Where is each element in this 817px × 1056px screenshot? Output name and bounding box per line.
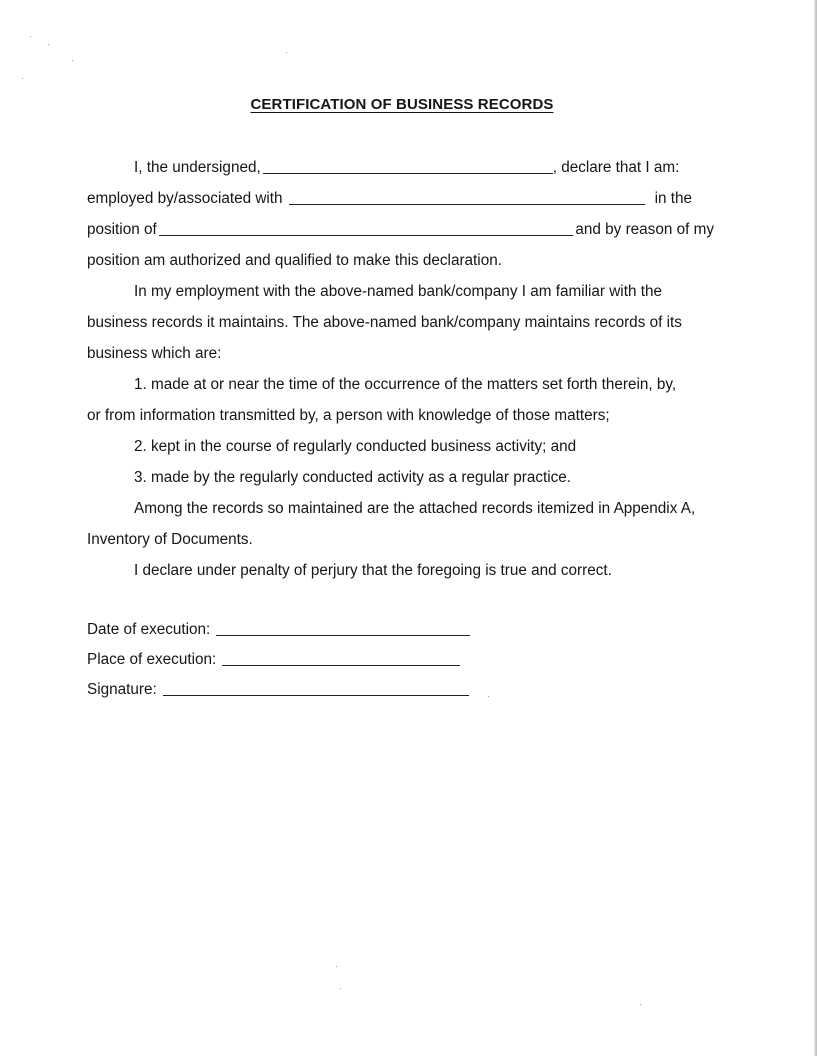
employed-by-label: employed by/associated with: [87, 190, 283, 207]
employment-line-2: business records it maintains. The above-named bank/company maintains records of its: [87, 314, 682, 331]
scan-speck: [30, 36, 31, 37]
declaration-line-3: [87, 214, 714, 245]
scan-speck: [48, 44, 49, 45]
position-blank[interactable]: [159, 234, 574, 236]
declare-label: , declare that I am:: [552, 159, 680, 176]
list-item-1-line-1: 1. made at or near the time of the occurrence of the matters set forth therein, by,: [134, 376, 677, 393]
scan-speck: [488, 696, 489, 697]
in-the-label: in the: [654, 190, 692, 207]
document-title: CERTIFICATION OF BUSINESS RECORDS: [250, 96, 554, 113]
scan-speck: [72, 60, 73, 61]
list-item-2: 2. kept in the course of regularly conducted business activity; and: [134, 438, 577, 455]
place-blank[interactable]: [222, 664, 460, 666]
undersigned-label: I, the undersigned,: [134, 159, 261, 176]
position-of-label: position of: [87, 221, 157, 238]
declaration-line-4: position am authorized and qualified to make this declaration.: [87, 252, 502, 269]
date-blank[interactable]: [216, 634, 470, 636]
declaration-line-1: [87, 152, 714, 183]
declaration-line-2: [87, 183, 714, 214]
list-item-1-line-2: or from information transmitted by, a person with knowledge of those matters;: [87, 407, 610, 424]
signature-blank[interactable]: [163, 694, 469, 696]
scan-speck: [640, 1004, 641, 1005]
document-body: [87, 152, 714, 704]
scan-speck: [336, 966, 337, 967]
name-blank[interactable]: [263, 172, 553, 174]
employment-line-3: business which are:: [87, 345, 222, 362]
employment-line-1: In my employment with the above-named bank/company I am familiar with the: [134, 283, 662, 300]
signature-label: Signature:: [87, 681, 157, 698]
scan-speck: [340, 988, 341, 989]
appendix-line-2: Inventory of Documents.: [87, 531, 253, 548]
appendix-line-1: Among the records so maintained are the attached records itemized in Appendix A,: [134, 500, 696, 517]
perjury-statement: I declare under penalty of perjury that the foregoing is true and correct.: [134, 562, 612, 579]
place-of-execution-row: [87, 644, 714, 674]
signature-row: [87, 674, 714, 704]
reason-label: and by reason of my: [575, 221, 714, 238]
place-label: Place of execution:: [87, 651, 217, 668]
date-of-execution-row: [87, 614, 714, 644]
scan-speck: [22, 78, 23, 79]
list-item-3: 3. made by the regularly conducted activity as a regular practice.: [134, 469, 572, 486]
scan-speck: [286, 52, 287, 53]
employer-blank[interactable]: [289, 203, 645, 205]
date-label: Date of execution:: [87, 621, 211, 638]
